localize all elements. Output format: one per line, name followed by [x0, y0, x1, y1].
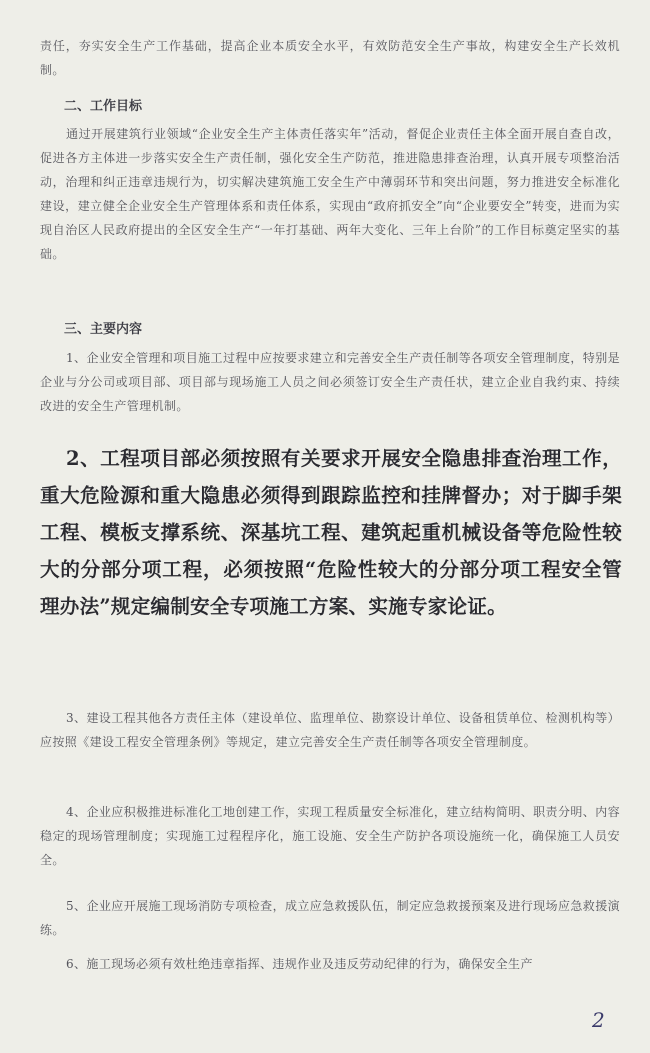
section-heading-goals: 二、工作目标 [64, 99, 143, 114]
page-number: 2 [592, 1008, 605, 1032]
content-item-5: 5、企业应开展施工现场消防专项检查，成立应急救援队伍，制定应急救援预案及进行现场应急救援演练。 [40, 899, 620, 937]
content-item-3: 3、建设工程其他各方责任主体（建设单位、监理单位、勘察设计单位、设备租赁单位、检测机构等）应按照《建设工程安全管理条例》等规定，建立完善安全生产责任制等各项安全管理制度。 [40, 711, 620, 749]
intro-paragraph-tail: 责任，夯实安全生产工作基础，提高企业本质安全水平，有效防范安全生产事故，构建安全生产长效机制。 [40, 39, 620, 77]
section-heading-main-content: 三、主要内容 [64, 322, 143, 337]
content-item-1: 1、企业安全管理和项目施工过程中应按要求建立和完善安全生产责任制等各项安全管理制度，特别是企业与分公司或项目部、项目部与现场施工人员之间必须签订安全生产责任状，建立企业自我约束、持续改进的安全生产管理机制。 [40, 351, 620, 413]
content-item-2-emphasized: 2、工程项目部必须按照有关要求开展安全隐患排查治理工作，重大危险源和重大隐患必须得到跟踪监控和挂牌督办；对于脚手架工程、模板支撑系统、深基坑工程、建筑起重机械设备等危险性较大的分部分项工程，必须按照“危险性较大的分部分项工程安全管理办法”规定编制安全专项施工方案、实施专家论证。 [40, 447, 622, 618]
goals-paragraph: 通过开展建筑行业领域“企业安全生产主体责任落实年”活动，督促企业责任主体全面开展自查自改，促进各方主体进一步落实安全生产责任制，强化安全生产防范，推进隐患排查治理，认真开展专项整治活动，治理和纠正违章违规行为，切实解决建筑施工安全生产中薄弱环节和突出问题，努力推进安全标准化建设，建立健全企业安全生产管理体系和责任体系，实现由“政府抓安全”向“企业要安全”转变，进而为实现自治区人民政府提出的全区安全生产“一年打基础、两年大变化、三年上台阶”的工作目标奠定坚实的基础。 [40, 127, 620, 261]
content-item-4: 4、企业应积极推进标准化工地创建工作，实现工程质量安全标准化，建立结构简明、职责分明、内容稳定的现场管理制度；实现施工过程程序化，施工设施、安全生产防护各项设施统一化，确保施工人员安全。 [40, 805, 620, 867]
content-item-6: 6、施工现场必须有效杜绝违章指挥、违规作业及违反劳动纪律的行为，确保安全生产 [66, 957, 533, 971]
